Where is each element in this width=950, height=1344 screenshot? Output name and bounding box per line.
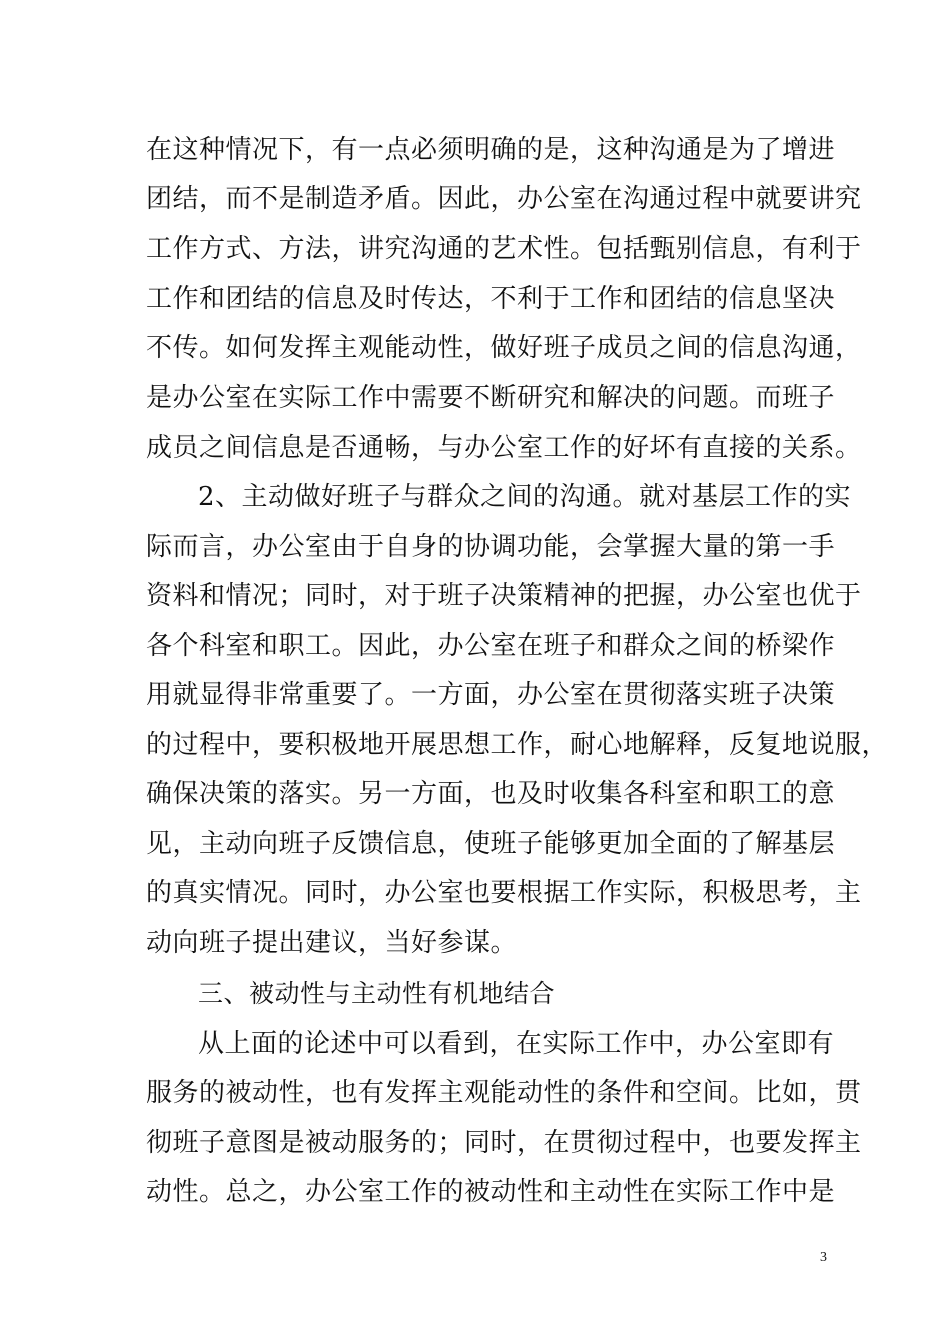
- paragraph-line: 动向班子提出建议，当好参谋。: [146, 928, 518, 958]
- paragraph-line: 在这种情况下，有一点必须明确的是，这种沟通是为了增进: [146, 135, 836, 165]
- paragraph-line: 服务的被动性，也有发挥主观能动性的条件和空间。比如，贯: [146, 1078, 862, 1108]
- section-heading: 三、被动性与主动性有机地结合: [198, 979, 556, 1008]
- paragraph-line: 从上面的论述中可以看到，在实际工作中，办公室即有: [198, 1029, 835, 1059]
- paragraph-line: 资料和情况；同时，对于班子决策精神的把握，办公室也优于: [146, 581, 862, 611]
- paragraph-line: 际而言，办公室由于自身的协调功能，会掌握大量的第一手: [146, 532, 836, 562]
- paragraph-line: 各个科室和职工。因此，办公室在班子和群众之间的桥梁作: [146, 631, 836, 661]
- paragraph-line: 确保决策的落实。另一方面，也及时收集各科室和职工的意: [146, 779, 836, 809]
- paragraph-line: 见，主动向班子反馈信息，使班子能够更加全面的了解基层: [146, 829, 836, 859]
- page-number: 3: [820, 1250, 827, 1265]
- paragraph-line: 工作和团结的信息及时传达，不利于工作和团结的信息坚决: [146, 284, 836, 314]
- paragraph-line: 用就显得非常重要了。一方面，办公室在贯彻落实班子决策: [146, 680, 836, 710]
- paragraph-line: 工作方式、方法，讲究沟通的艺术性。包括甄别信息，有利于: [146, 234, 862, 264]
- paragraph-line: 不传。如何发挥主观能动性，做好班子成员之间的信息沟通，: [146, 333, 862, 363]
- paragraph-line: 团结，而不是制造矛盾。因此，办公室在沟通过程中就要讲究: [146, 184, 862, 214]
- paragraph-line: 动性。总之，办公室工作的被动性和主动性在实际工作中是: [146, 1177, 836, 1207]
- paragraph-line: 的过程中，要积极地开展思想工作，耐心地解释，反复地说服，: [146, 730, 889, 760]
- paragraph-line: 成员之间信息是否通畅，与办公室工作的好坏有直接的关系。: [146, 433, 862, 463]
- paragraph-line: 是办公室在实际工作中需要不断研究和解决的问题。而班子: [146, 383, 836, 413]
- paragraph-line: 2、主动做好班子与群众之间的沟通。就对基层工作的实: [198, 482, 852, 512]
- paragraph-line: 彻班子意图是被动服务的；同时，在贯彻过程中，也要发挥主: [146, 1128, 862, 1158]
- paragraph-line: 的真实情况。同时，办公室也要根据工作实际，积极思考，主: [146, 878, 862, 908]
